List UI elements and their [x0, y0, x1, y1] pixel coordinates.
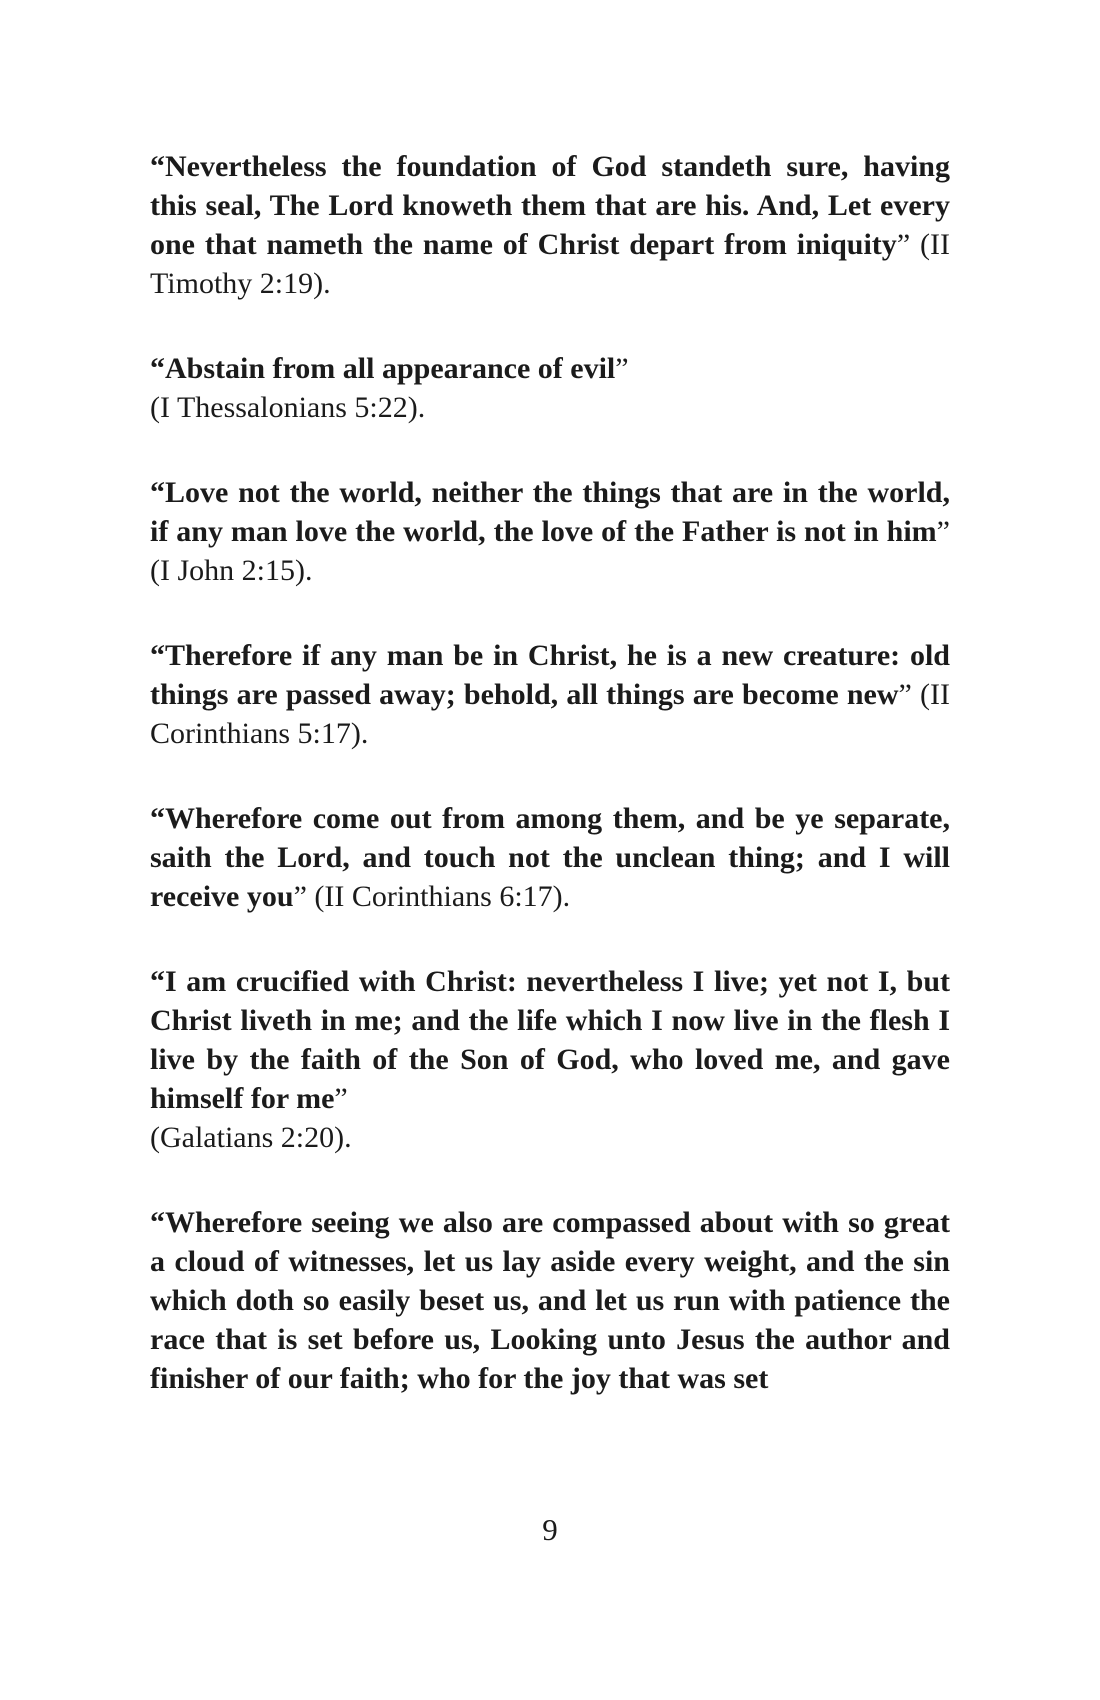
quote-text: “Wherefore seeing we also are compassed about with so great a cloud of witnesses, let us lay aside every weight, and the sin which doth so easily beset us, and let us run with patience the race that is set before us, Looking unto Jesus the author and finisher of our faith; who for the joy that was set [150, 1206, 950, 1395]
quote-citation: ” (II Corinthians 5:17). [150, 678, 950, 750]
page-number: 9 [542, 1512, 558, 1547]
quote-text: “I am crucified with Christ: nevertheless I live; yet not I, but Christ liveth in me; and the life which I now live in the flesh I live by the faith of the Son of God, who loved me, and gave himself for me [150, 965, 950, 1115]
quote-close: ” [615, 352, 629, 385]
quote-text: “Abstain from all appearance of evil [150, 352, 616, 385]
quote-text: “Love not the world, neither the things that are in the world, if any man love the world, the love of the Father is not in him [150, 476, 950, 548]
quote-citation: ” (I John 2:15). [150, 515, 950, 587]
quote-text: “Nevertheless the foundation of God standeth sure, having this seal, The Lord knoweth them that are his. And, Let every one that nameth the name of Christ depart from iniquity [150, 150, 950, 261]
scripture-paragraph [150, 1203, 950, 1398]
scripture-paragraph [150, 147, 950, 303]
scripture-paragraph [150, 473, 950, 590]
quote-citation: (Galatians 2:20). [150, 1121, 352, 1154]
scripture-paragraph [150, 799, 950, 916]
quote-text: “Therefore if any man be in Christ, he is a new creature: old things are passed away; behold, all things are become new [150, 639, 950, 711]
scripture-paragraph [150, 962, 950, 1157]
quote-text: “Wherefore come out from among them, and be ye separate, saith the Lord, and touch not the unclean thing; and I will receive you [150, 802, 950, 913]
quote-citation: (I Thessalonians 5:22). [150, 391, 426, 424]
scripture-paragraph [150, 349, 950, 427]
scripture-quotes-block [150, 147, 950, 1398]
quote-citation: ” (II Corinthians 6:17). [293, 880, 571, 913]
scripture-paragraph [150, 636, 950, 753]
quote-close: ” [334, 1082, 348, 1115]
quote-citation: ” (II Timothy 2:19). [150, 228, 950, 300]
